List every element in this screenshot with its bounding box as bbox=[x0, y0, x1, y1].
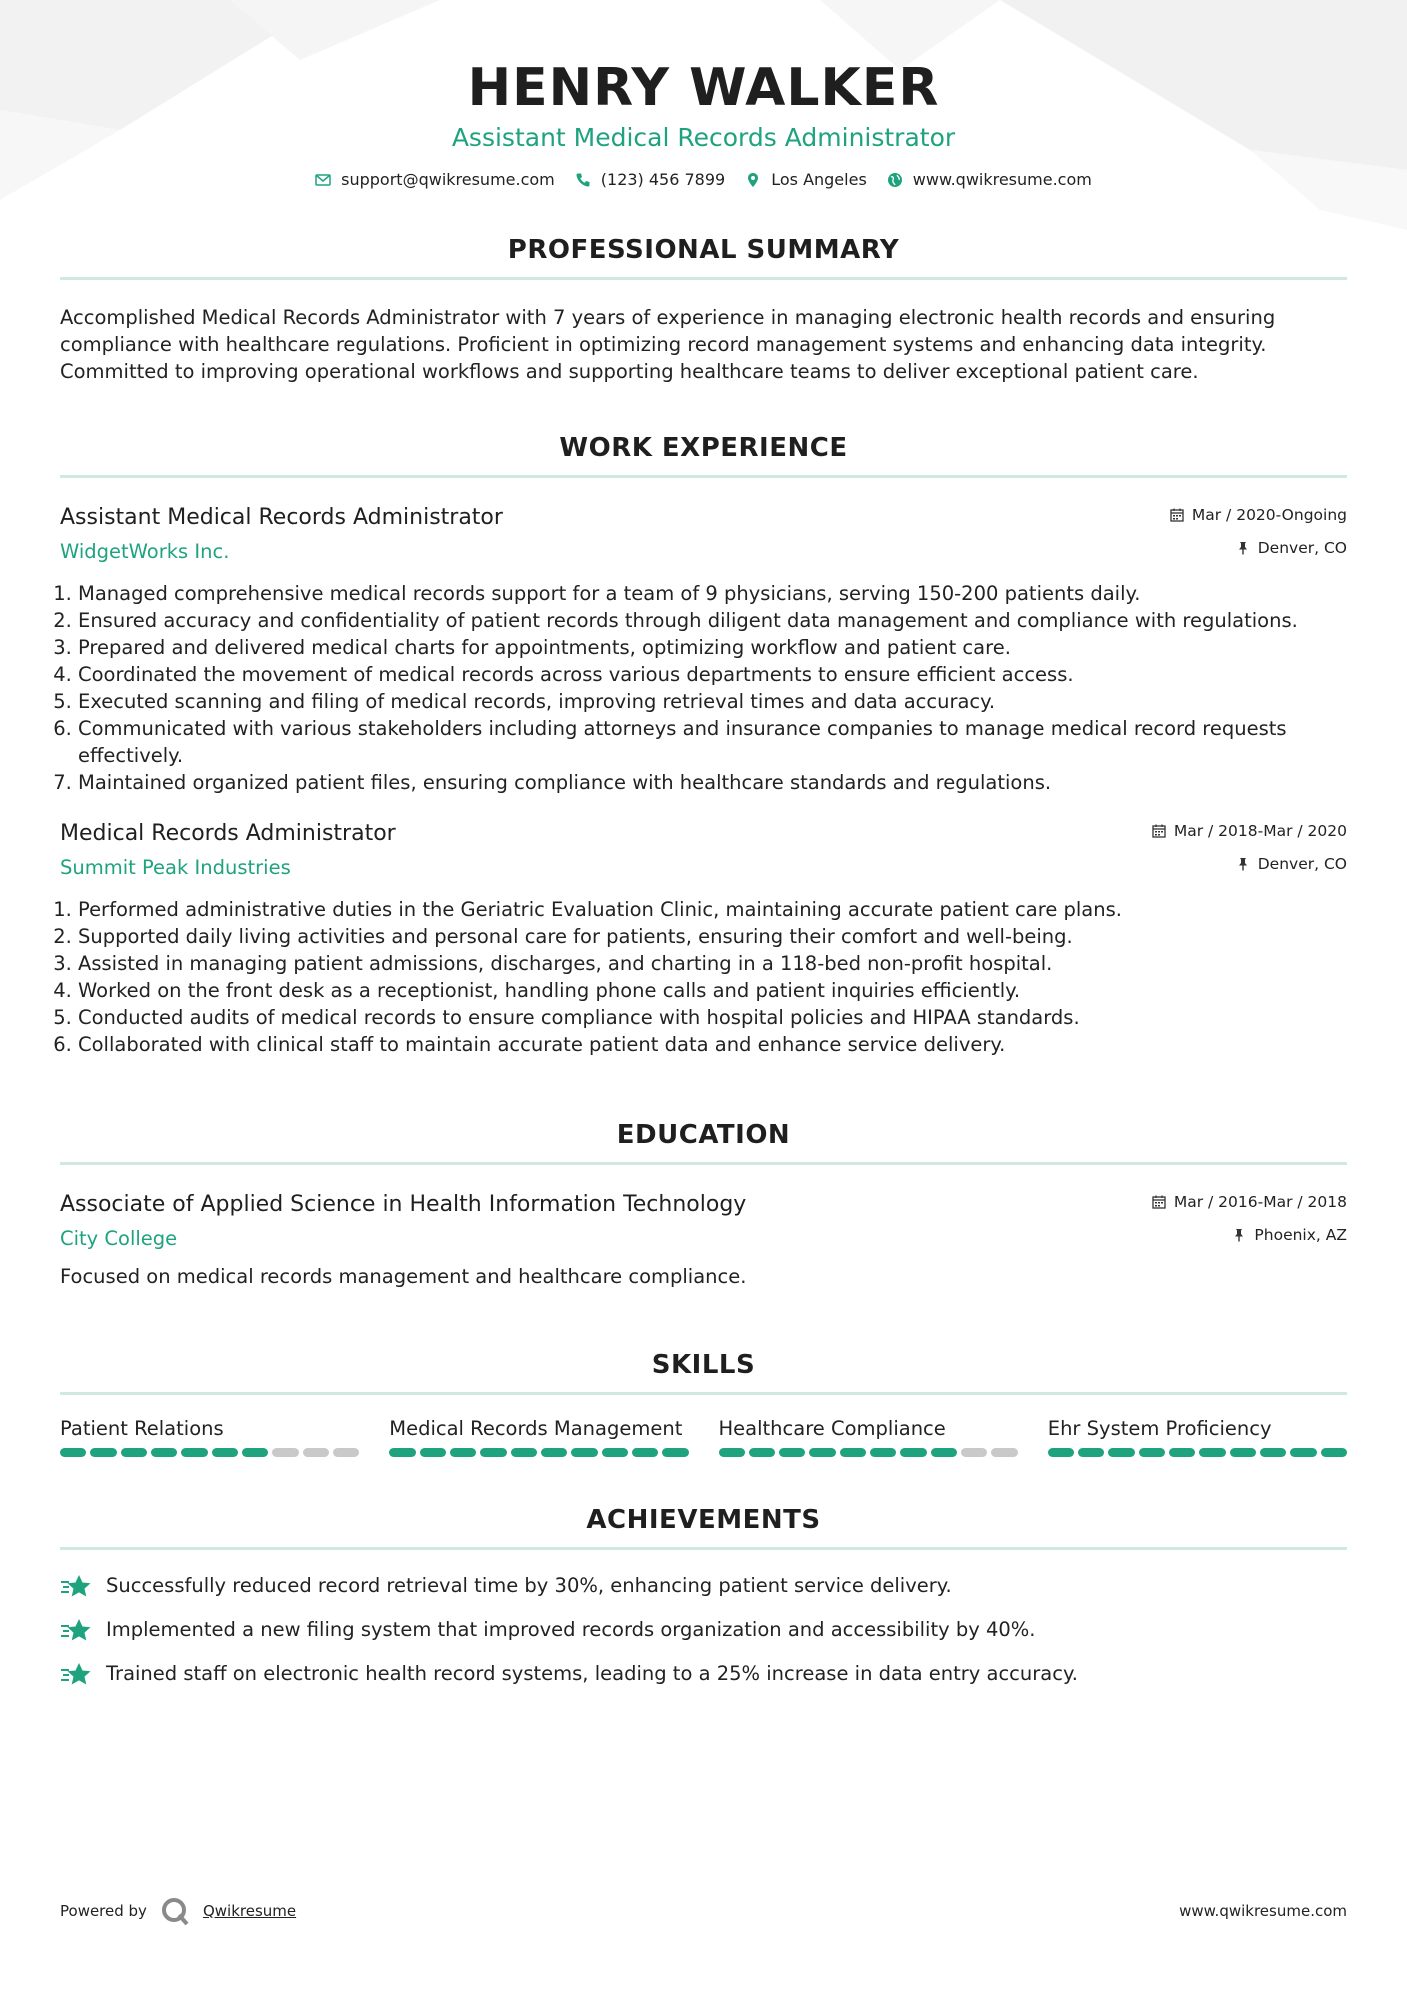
skill-segment-filled bbox=[1078, 1448, 1104, 1457]
skill-segment-filled bbox=[632, 1448, 658, 1457]
job-location bbox=[1170, 537, 1347, 559]
skill-segment-empty bbox=[272, 1448, 298, 1457]
company-name: WidgetWorks Inc. bbox=[60, 540, 230, 563]
skill-segment-filled bbox=[1108, 1448, 1134, 1457]
summary-heading: PROFESSIONAL SUMMARY bbox=[60, 235, 1347, 280]
skills-section bbox=[60, 1350, 1347, 1457]
education-meta bbox=[1152, 1191, 1347, 1246]
work-experience-heading: WORK EXPERIENCE bbox=[60, 433, 1347, 478]
powered-by bbox=[60, 1895, 296, 1927]
job-duties-list bbox=[60, 896, 1347, 1058]
duty-item: 3. Prepared and delivered medical charts for appointments, optimizing workflow and patient care. bbox=[78, 634, 1347, 661]
contact-location bbox=[745, 170, 867, 189]
job-header bbox=[60, 820, 1347, 880]
contact-email[interactable] bbox=[315, 170, 555, 189]
skill-segment-filled bbox=[840, 1448, 866, 1457]
job-heading-left bbox=[60, 820, 396, 880]
job-meta bbox=[1152, 820, 1347, 875]
duty-item: 5. Executed scanning and filing of medical records, improving retrieval times and data accuracy. bbox=[78, 688, 1347, 715]
education-dates-text: Mar / 2016-Mar / 2018 bbox=[1173, 1193, 1347, 1211]
skill-segment-empty bbox=[961, 1448, 987, 1457]
education-heading: EDUCATION bbox=[60, 1120, 1347, 1165]
work-experience-section bbox=[60, 433, 1347, 1058]
skill-rating-bar bbox=[60, 1448, 359, 1457]
calendar-icon bbox=[1152, 824, 1166, 838]
skill-segment-filled bbox=[749, 1448, 775, 1457]
achievement-text: Successfully reduced record retrieval time by 30%, enhancing patient service delivery. bbox=[106, 1574, 952, 1597]
skill-segment-filled bbox=[1199, 1448, 1225, 1457]
job-location-text: Denver, CO bbox=[1257, 539, 1347, 557]
duty-item: 3. Assisted in managing patient admissions, discharges, and charting in a 118-bed non-profit hospital. bbox=[78, 950, 1347, 977]
job-dates-text: Mar / 2018-Mar / 2020 bbox=[1173, 822, 1347, 840]
candidate-name: HENRY WALKER bbox=[467, 58, 940, 118]
skill-segment-filled bbox=[511, 1448, 537, 1457]
school-name: City College bbox=[60, 1227, 178, 1250]
summary-section bbox=[60, 235, 1347, 385]
contact-phone-text: (123) 456 7899 bbox=[600, 170, 726, 189]
duty-item: 2. Ensured accuracy and confidentiality of patient records through diligent data management and compliance with regulations. bbox=[78, 607, 1347, 634]
education-section bbox=[60, 1120, 1347, 1290]
education-heading-left bbox=[60, 1191, 746, 1251]
skill-segment-filled bbox=[121, 1448, 147, 1457]
job-dates bbox=[1170, 504, 1347, 526]
contact-website-text: www.qwikresume.com bbox=[912, 170, 1092, 189]
skills-heading: SKILLS bbox=[60, 1350, 1347, 1395]
skill-segment-filled bbox=[931, 1448, 957, 1457]
duty-item: 7. Maintained organized patient files, ensuring compliance with healthcare standards and regulations. bbox=[78, 769, 1347, 796]
job-title: Assistant Medical Records Administrator bbox=[60, 505, 503, 530]
skill-item bbox=[1048, 1415, 1347, 1457]
skill-segment-filled bbox=[480, 1448, 506, 1457]
skill-segment-filled bbox=[870, 1448, 896, 1457]
skill-segment-filled bbox=[1321, 1448, 1347, 1457]
degree-title: Associate of Applied Science in Health Information Technology bbox=[60, 1192, 747, 1217]
summary-text: Accomplished Medical Records Administrator with 7 years of experience in managing electronic health records and ensuring compliance with healthcare regulations. Proficient in optimizing record management systems and enhancing data integrity. Committed to improving operational workflows and supporting healthcare teams to deliver exceptional patient care. bbox=[60, 306, 1276, 383]
skill-rating-bar bbox=[719, 1448, 1018, 1457]
job-dates-text: Mar / 2020-Ongoing bbox=[1191, 506, 1347, 524]
contact-phone[interactable] bbox=[575, 170, 725, 189]
skill-segment-filled bbox=[662, 1448, 688, 1457]
skill-item bbox=[60, 1415, 359, 1457]
pushpin-icon bbox=[1236, 857, 1250, 871]
skill-segment-filled bbox=[1048, 1448, 1074, 1457]
calendar-icon bbox=[1152, 1195, 1166, 1209]
skill-segment-filled bbox=[719, 1448, 745, 1457]
contact-location-text: Los Angeles bbox=[771, 170, 867, 189]
contact-website[interactable] bbox=[887, 170, 1092, 189]
education-location bbox=[1152, 1224, 1347, 1246]
skill-name: Patient Relations bbox=[60, 1417, 224, 1440]
skill-segment-filled bbox=[1230, 1448, 1256, 1457]
skill-segment-filled bbox=[450, 1448, 476, 1457]
skill-segment-empty bbox=[303, 1448, 329, 1457]
education-location-text: Phoenix, AZ bbox=[1254, 1226, 1347, 1244]
duty-item: 1. Managed comprehensive medical records support for a team of 9 physicians, serving 150-200 patients daily. bbox=[78, 580, 1347, 607]
skill-segment-filled bbox=[212, 1448, 238, 1457]
skill-rating-bar bbox=[389, 1448, 688, 1457]
achievement-item bbox=[60, 1616, 1347, 1643]
education-dates bbox=[1152, 1191, 1347, 1213]
phone-icon bbox=[575, 172, 591, 188]
duty-item: 2. Supported daily living activities and personal care for patients, ensuring their comfort and well-being. bbox=[78, 923, 1347, 950]
skill-name: Ehr System Proficiency bbox=[1047, 1417, 1272, 1440]
skill-segment-filled bbox=[60, 1448, 86, 1457]
skills-grid bbox=[60, 1415, 1347, 1457]
qwikresume-logo-icon bbox=[159, 1895, 191, 1927]
achievements-heading: ACHIEVEMENTS bbox=[60, 1505, 1347, 1550]
job-entry bbox=[60, 504, 1347, 796]
duty-item: 4. Worked on the front desk as a receptionist, handling phone calls and patient inquiries efficiently. bbox=[78, 977, 1347, 1004]
job-location bbox=[1152, 853, 1347, 875]
duty-item: 1. Performed administrative duties in the Geriatric Evaluation Clinic, maintaining accurate patient care plans. bbox=[78, 896, 1347, 923]
globe-icon bbox=[887, 172, 903, 188]
skill-item bbox=[389, 1415, 688, 1457]
duty-item: 4. Coordinated the movement of medical records across various departments to ensure efficient access. bbox=[78, 661, 1347, 688]
skill-segment-filled bbox=[151, 1448, 177, 1457]
candidate-title: Assistant Medical Records Administrator bbox=[451, 123, 956, 152]
education-description: Focused on medical records management and healthcare compliance. bbox=[60, 1265, 747, 1288]
skill-segment-filled bbox=[389, 1448, 415, 1457]
skill-segment-filled bbox=[181, 1448, 207, 1457]
skill-segment-filled bbox=[900, 1448, 926, 1457]
star-icon bbox=[60, 1617, 92, 1643]
education-entry bbox=[60, 1191, 1347, 1290]
job-entry bbox=[60, 820, 1347, 1058]
footer-website[interactable]: www.qwikresume.com bbox=[1179, 1902, 1347, 1920]
contact-bar bbox=[60, 170, 1347, 189]
skill-segment-empty bbox=[333, 1448, 359, 1457]
skill-segment-filled bbox=[1290, 1448, 1316, 1457]
map-pin-icon bbox=[745, 172, 761, 188]
star-icon bbox=[60, 1573, 92, 1599]
duty-item: 6. Communicated with various stakeholders including attorneys and insurance companies to manage medical record requests effectively. bbox=[78, 715, 1347, 769]
contact-email-text: support@qwikresume.com bbox=[341, 170, 555, 189]
job-duties-list bbox=[60, 580, 1347, 796]
calendar-icon bbox=[1170, 508, 1184, 522]
skill-item bbox=[719, 1415, 1018, 1457]
skill-segment-filled bbox=[1169, 1448, 1195, 1457]
job-heading-left bbox=[60, 504, 503, 564]
page-footer bbox=[60, 1895, 1347, 1927]
skill-segment-filled bbox=[242, 1448, 268, 1457]
education-header bbox=[60, 1191, 1347, 1251]
job-title: Medical Records Administrator bbox=[60, 821, 396, 846]
duty-item: 6. Collaborated with clinical staff to maintain accurate patient data and enhance service delivery. bbox=[78, 1031, 1347, 1058]
qwikresume-link[interactable]: Qwikresume bbox=[202, 1902, 297, 1920]
skill-segment-filled bbox=[90, 1448, 116, 1457]
achievement-item bbox=[60, 1660, 1347, 1687]
achievements-section bbox=[60, 1505, 1347, 1687]
skill-segment-filled bbox=[541, 1448, 567, 1457]
achievement-text: Trained staff on electronic health record systems, leading to a 25% increase in data entry accuracy. bbox=[106, 1662, 1078, 1685]
pushpin-icon bbox=[1232, 1228, 1246, 1242]
resume-header bbox=[60, 0, 1347, 189]
skill-segment-filled bbox=[1139, 1448, 1165, 1457]
achievement-text: Implemented a new filing system that improved records organization and accessibility by 40%. bbox=[106, 1618, 1036, 1641]
skill-segment-filled bbox=[420, 1448, 446, 1457]
skill-segment-filled bbox=[602, 1448, 628, 1457]
powered-by-label: Powered by bbox=[60, 1902, 147, 1920]
job-dates bbox=[1152, 820, 1347, 842]
skill-segment-empty bbox=[991, 1448, 1017, 1457]
job-header bbox=[60, 504, 1347, 564]
duty-item: 5. Conducted audits of medical records to ensure compliance with hospital policies and HIPAA standards. bbox=[78, 1004, 1347, 1031]
skill-segment-filled bbox=[1260, 1448, 1286, 1457]
skill-segment-filled bbox=[809, 1448, 835, 1457]
skill-name: Medical Records Management bbox=[389, 1417, 683, 1440]
pushpin-icon bbox=[1236, 541, 1250, 555]
skill-name: Healthcare Compliance bbox=[718, 1417, 946, 1440]
skill-segment-filled bbox=[571, 1448, 597, 1457]
achievements-list bbox=[60, 1572, 1347, 1687]
star-icon bbox=[60, 1661, 92, 1687]
company-name: Summit Peak Industries bbox=[60, 856, 291, 879]
job-location-text: Denver, CO bbox=[1257, 855, 1347, 873]
skill-segment-filled bbox=[779, 1448, 805, 1457]
skill-rating-bar bbox=[1048, 1448, 1347, 1457]
achievement-item bbox=[60, 1572, 1347, 1599]
job-meta bbox=[1170, 504, 1347, 559]
envelope-icon bbox=[315, 172, 331, 188]
